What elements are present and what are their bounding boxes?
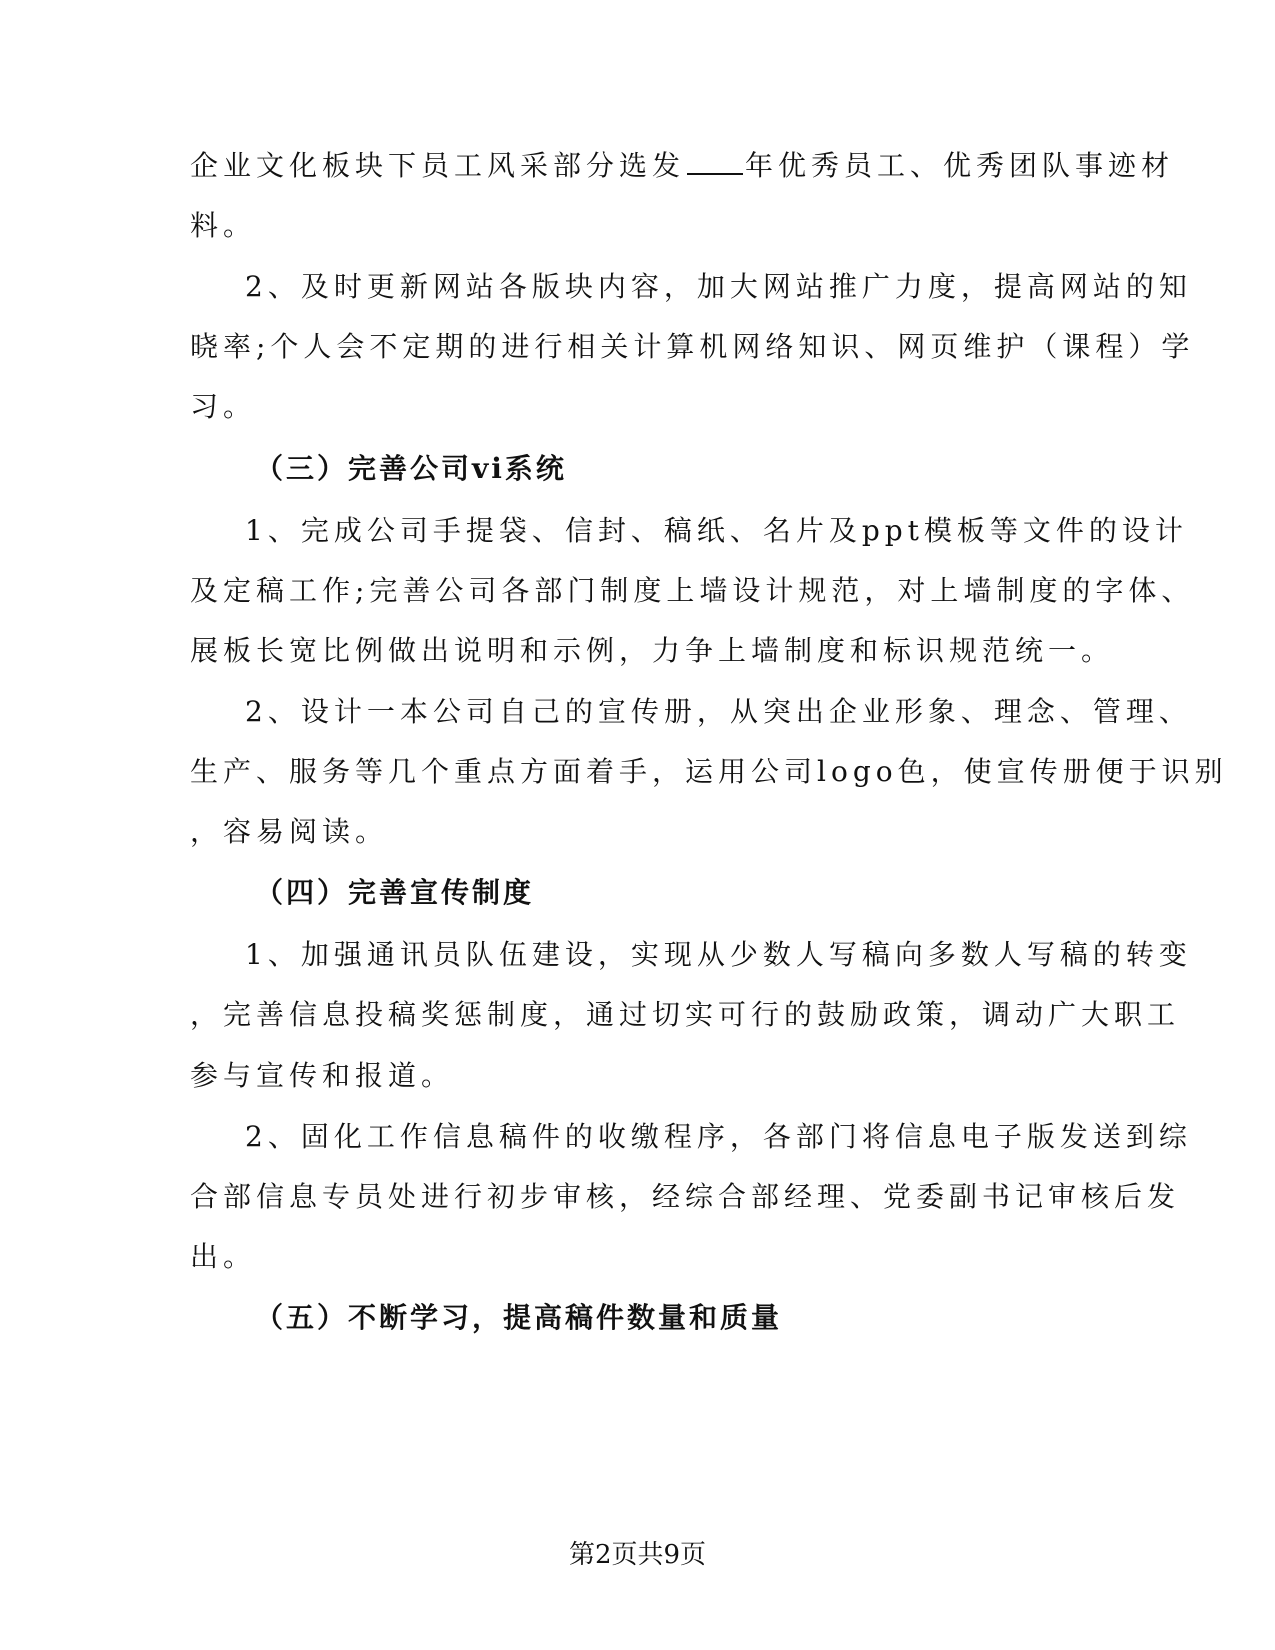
paragraph-line: 出。 [190,1240,257,1273]
page-number-footer: 第2页共9页 [568,1540,707,1570]
paragraph-line: 及定稿工作;完善公司各部门制度上墙设计规范，对上墙制度的字体、 [190,574,1195,607]
section-heading: （三）完善公司vi系统 [255,452,567,485]
paragraph-line: 展板长宽比例做出说明和示例，力争上墙制度和标识规范统一。 [190,634,1115,667]
line-text: 年优秀员工、优秀团队事迹材 [745,149,1175,182]
paragraph-line: 2、设计一本公司自己的宣传册，从突出企业形象、理念、管理、 [245,695,1192,728]
fill-in-blank [687,151,743,175]
paragraph-line: 1、加强通讯员队伍建设，实现从少数人写稿向多数人写稿的转变 [245,938,1192,971]
paragraph-line: ，容易阅读。 [190,815,389,848]
paragraph-line [190,148,1174,184]
line-text: 企业文化板块下员工风采部分选发 [190,149,686,182]
paragraph-line: 合部信息专员处进行初步审核，经综合部经理、党委副书记审核后发 [190,1180,1181,1213]
paragraph-line: 2、固化工作信息稿件的收缴程序，各部门将信息电子版发送到综 [245,1120,1192,1153]
section-heading: （五）不断学习，提高稿件数量和质量 [255,1301,783,1334]
paragraph-line: 参与宣传和报道。 [190,1059,455,1092]
paragraph-line: 晓率;个人会不定期的进行相关计算机网络知识、网页维护（课程）学 [190,330,1195,363]
paragraph-line: ，完善信息投稿奖惩制度，通过切实可行的鼓励政策，调动广大职工 [190,998,1181,1031]
section-heading: （四）完善宣传制度 [255,876,535,909]
paragraph-line: 料。 [190,209,257,242]
paragraph-line: 习。 [190,390,257,423]
paragraph-line: 1、完成公司手提袋、信封、稿纸、名片及ppt模板等文件的设计 [245,514,1188,547]
paragraph-line: 生产、服务等几个重点方面着手，运用公司logo色，使宣传册便于识别 [190,755,1228,788]
paragraph-line: 2、及时更新网站各版块内容，加大网站推广力度，提高网站的知 [245,270,1192,303]
